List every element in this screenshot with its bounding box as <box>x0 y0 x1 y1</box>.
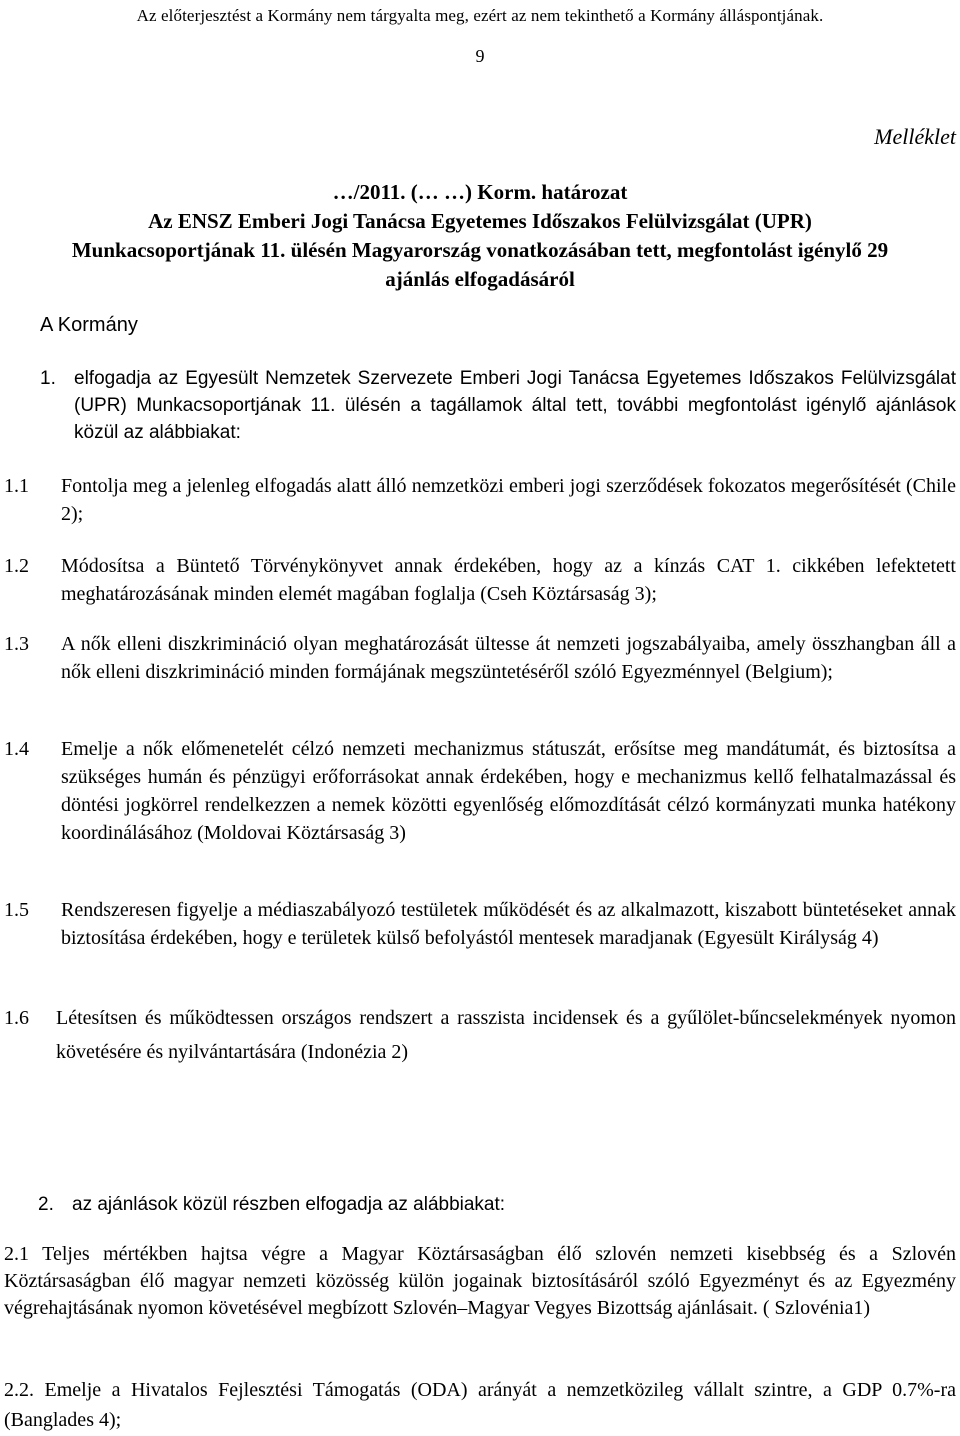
list-item <box>4 896 956 952</box>
point-number: 2. <box>38 1194 54 1215</box>
item-number: 1.5 <box>4 899 29 921</box>
item-text: Teljes mértékben hajtsa végre a Magyar Köztársaságban élő szlovén nemzeti kisebbség és a Szlovén Köztársaságban élő magyar nemzeti közösség külön jogainak biztosításáról szóló Egyezményt és az Egyezmény végrehajtásának nyomon követésével megbízott Szlovén–Magyar Vegyes Bizottság ajánlásait. ( Szlovénia1) <box>4 1243 957 1319</box>
title-line: …/2011. (… …) Korm. határozat <box>332 180 628 204</box>
item-number: 1.1 <box>4 475 29 497</box>
list-item <box>4 630 956 686</box>
page-number: 9 <box>475 46 485 66</box>
item-number: 1.6 <box>4 1007 29 1029</box>
document-title <box>0 178 960 294</box>
header-disclaimer: Az előterjesztést a Kormány nem tárgyalta meg, ezért az nem tekinthető a Kormány álláspontjának. <box>136 6 824 25</box>
item-text: Módosítsa a Büntető Törvénykönyvet annak érdekében, hogy az a kínzás CAT 1. cikkében lefektetett meghatározásának minden elemét magában foglalja (Cseh Köztársaság 3); <box>61 555 956 605</box>
point-1 <box>40 365 956 446</box>
title-line: Az ENSZ Emberi Jogi Tanácsa Egyetemes Időszakos Felülvizsgálat (UPR) <box>148 209 812 233</box>
list-item <box>4 1001 956 1069</box>
item-number: 2.2. <box>4 1379 34 1401</box>
item-text: A nők elleni diszkrimináció olyan meghatározását ültesse át nemzeti jogszabályaiba, amely összhangban áll a nők elleni diszkrimináció minden formájának megszüntetéséről szóló Egyezménnyel (Belgium); <box>61 633 956 683</box>
item-text: Rendszeresen figyelje a médiaszabályozó testületek működését és az alkalmazott, kiszabott büntetéseket annak biztosítása érdekében, hogy e területek külső befolyástól mentesek maradjanak (Egyesült Királyság 4) <box>61 899 956 949</box>
annex-label: Melléklet <box>874 124 956 149</box>
item-text: Emelje a Hivatalos Fejlesztési Támogatás (ODA) arányát a nemzetközileg vállalt szintre, a GDP 0.7%-ra (Banglades 4); <box>4 1379 956 1431</box>
item-number: 1.2 <box>4 555 29 577</box>
item-number: 2.1 <box>4 1243 29 1265</box>
point-text: az ajánlások közül részben elfogadja az alábbiakat: <box>72 1194 506 1215</box>
list-item <box>4 552 956 608</box>
government-heading: A Kormány <box>40 314 138 336</box>
point-2 <box>38 1191 956 1219</box>
item-text: Fontolja meg a jelenleg elfogadás alatt álló nemzetközi emberi jogi szerződések fokozatos megerősítését (Chile 2); <box>61 475 956 525</box>
list-item <box>4 735 956 847</box>
item-text: Létesítsen és működtessen országos rendszert a rasszista incidensek és a gyűlölet-bűncselekmények nyomon követésére és nyilvántartására (Indonézia 2) <box>56 1007 956 1063</box>
list-item <box>4 1375 956 1435</box>
item-number: 1.4 <box>4 738 29 760</box>
point-text: elfogadja az Egyesült Nemzetek Szervezete Emberi Jogi Tanácsa Egyetemes Időszakos Felülvizsgálat (UPR) Munkacsoportjának 11. ülésén a tagállamok által tett, további megfontolást igénylő ajánlások közül az alábbiakat: <box>74 368 956 443</box>
item-number: 1.3 <box>4 633 29 655</box>
title-line: ajánlás elfogadásáról <box>385 267 575 291</box>
point-number: 1. <box>40 368 56 389</box>
item-text: Emelje a nők előmenetelét célzó nemzeti mechanizmus státuszát, erősítse meg mandátumát, és biztosítsa a szükséges humán és pénzügyi erőforrásokat annak érdekében, hogy e mechanizmus kellő felhatalmazással és döntési jogkörrel rendelkezzen a nemek közötti egyenlőség előmozdítását célzó kormányzati munka hatékony koordinálásához (Moldovai Köztársaság 3) <box>61 738 956 844</box>
list-item <box>4 1241 956 1322</box>
title-line: Munkacsoportjának 11. ülésén Magyarország vonatkozásában tett, megfontolást igénylő 29 <box>71 238 889 262</box>
list-item <box>4 472 956 528</box>
